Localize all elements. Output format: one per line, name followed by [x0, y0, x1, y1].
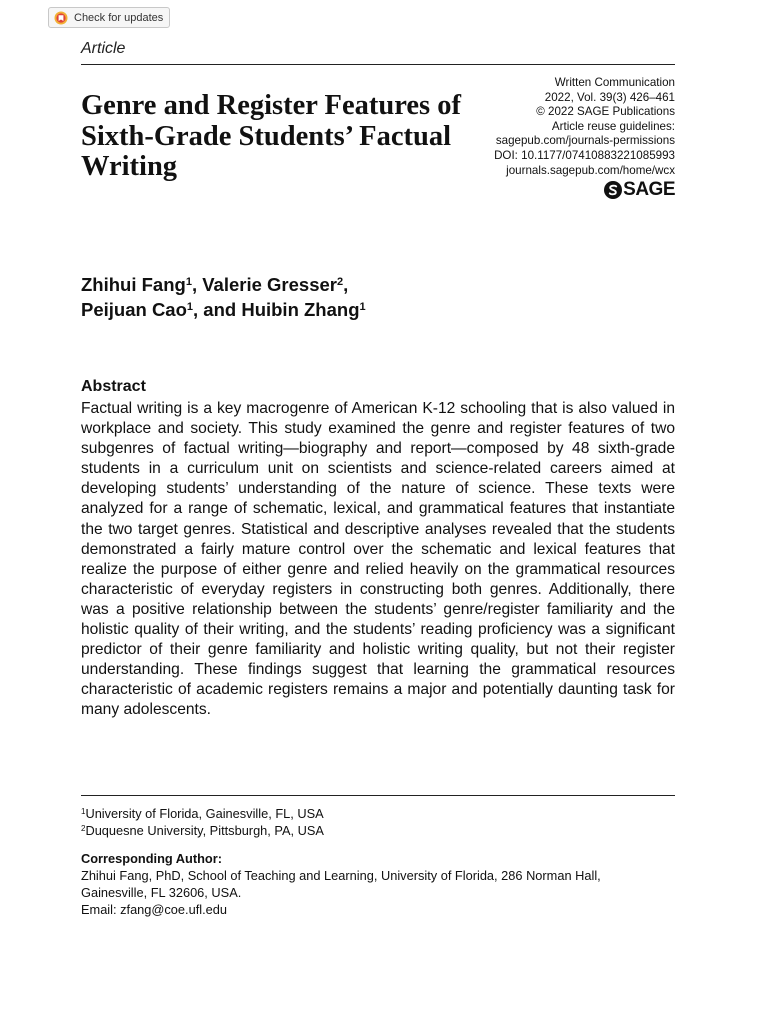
author-affiliation-mark: 1	[359, 301, 366, 313]
author-name: Peijuan Cao	[81, 299, 187, 320]
author-separator: ,	[343, 274, 349, 295]
author-name: Huibin Zhang	[241, 299, 360, 320]
author-affiliation-mark: 1	[186, 301, 194, 313]
corresponding-author	[81, 850, 675, 918]
paper-title: Genre and Register Features of Sixth-Grade Students’ Factual Writing	[81, 90, 461, 182]
check-updates-label: Check for updates	[74, 11, 164, 24]
affiliation-number: 2	[81, 823, 86, 833]
affiliation-number: 1	[81, 807, 86, 816]
author-separator: , and	[193, 299, 242, 320]
journal-info	[494, 76, 675, 200]
affiliation-text: Duquesne University, Pittsburgh, PA, USA	[85, 822, 324, 838]
corresponding-email[interactable]: Email: zfang@coe.ufl.edu	[81, 902, 228, 917]
reuse-link[interactable]: sagepub.com/journals-permissions	[495, 134, 675, 148]
author-name: Valerie Gresser	[202, 274, 337, 295]
sage-logo	[494, 180, 675, 200]
corresponding-address-line: Zhihui Fang, PhD, School of Teaching and Learning, University of Florida, 286 Norman Hall,	[81, 868, 601, 883]
abstract-heading: Abstract	[81, 378, 146, 395]
header-divider	[81, 64, 675, 65]
affiliation-item	[81, 806, 324, 823]
check-for-updates-button[interactable]	[48, 7, 170, 28]
author-name: Zhihui Fang	[81, 274, 186, 295]
journal-home-link[interactable]: journals.sagepub.com/home/wcx	[506, 163, 675, 177]
affiliation-text: University of Florida, Gainesville, FL, USA	[85, 806, 324, 821]
corresponding-author-label: Corresponding Author:	[81, 851, 222, 866]
author-separator: ,	[191, 274, 203, 295]
sage-logo-text: SAGE	[623, 178, 675, 200]
doi-line[interactable]: DOI: 10.1177/07410883221085993	[494, 148, 675, 162]
sage-logo-icon	[603, 180, 623, 200]
author-affiliation-mark: 2	[336, 276, 344, 288]
corresponding-address-line: Gainesville, FL 32606, USA.	[81, 885, 242, 900]
affiliation-item	[81, 823, 324, 840]
check-updates-icon	[54, 11, 68, 25]
reuse-label: Article reuse guidelines:	[551, 119, 675, 133]
author-affiliation-mark: 1	[185, 276, 192, 288]
footnote-divider	[81, 795, 675, 796]
author-list	[81, 272, 641, 322]
journal-volume: 2022, Vol. 39(3) 426–461	[544, 90, 675, 104]
affiliations	[81, 806, 324, 839]
abstract-text: Factual writing is a key macrogenre of American K-12 schooling that is also valued in workplace and society. This study examined the genre and register features of two subgenres of factual writing—biography and report—composed by 48 sixth-grade students in a curriculum unit on scientists and science-related careers aimed at developing students’ understanding of the nature of science. These texts were analyzed for a range of schematic, lexical, and grammatical features that instantiate the two target genres. Statistical and descriptive analyses revealed that the students demonstrated a fairly mature control over the schematic and lexical features that realize the purpose of either genre and relied heavily on the grammatical resources characteristic of everyday registers in constructing both genres. Additionally, there was a positive relationship between the students’ genre/register familiarity and the holistic quality of their writing, and the students’ reading proficiency was a significant predictor of their genre familiarity and holistic writing quality, but not their register understanding. These findings suggest that learning the grammatical resources characteristic of academic registers remains a major and potentially daunting task for many adolescents.	[81, 400, 675, 719]
article-type-label: Article	[81, 40, 126, 57]
journal-name: Written Communication	[554, 76, 675, 89]
copyright-line: © 2022 SAGE Publications	[536, 105, 675, 119]
